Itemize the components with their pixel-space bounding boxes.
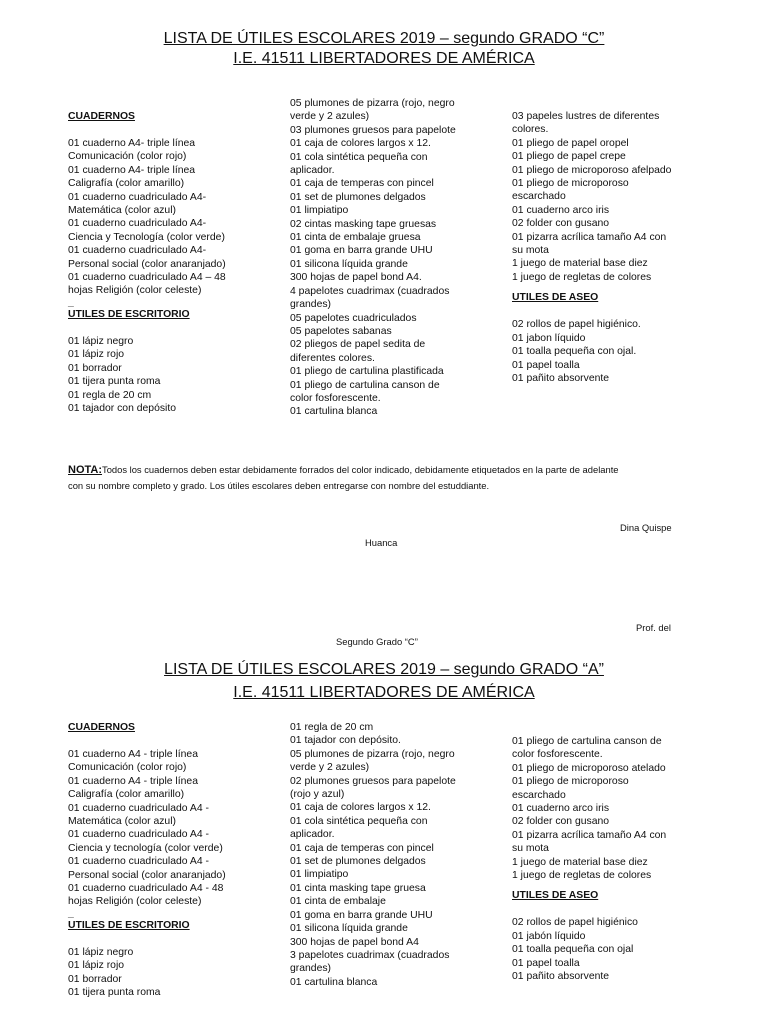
list-item: 01 borrador — [68, 362, 122, 374]
signature-role-2: Segundo Grado “C” — [336, 636, 418, 647]
list-item: 01 cuaderno arco iris — [512, 803, 610, 815]
list-item: 01 cola sintética pequeña con — [290, 151, 428, 163]
list-item: Personal social (color anaranjado) — [68, 869, 226, 881]
list-item: 01 cinta de embalaje gruesa — [290, 232, 421, 244]
list-a-school: I.E. 41511 LIBERTADORES DE AMÉRICA — [233, 684, 535, 701]
list-item: 01 jabon líquido — [512, 332, 586, 344]
list-item: 300 hojas de papel bond A4 — [290, 936, 419, 948]
list-item: color fosforescente. — [290, 392, 381, 404]
list-item: verde y 2 azules) — [290, 111, 370, 123]
list-item: su mota — [512, 843, 549, 855]
list-item: 01 tijera punta roma — [68, 987, 161, 999]
list-item: 01 regla de 20 cm — [290, 722, 374, 733]
list-item: 01 cartulina blanca — [290, 406, 378, 418]
list-item: 01 pliego de microporoso — [512, 178, 629, 190]
list-item: 01 goma en barra grande UHU — [290, 245, 433, 257]
materials-list — [290, 721, 456, 989]
list-item: 01 set de plumones delgados — [290, 191, 426, 203]
list-item: 01 pliego de cartulina canson de — [512, 736, 662, 747]
list-item: 05 papelotes cuadriculados — [290, 312, 417, 324]
list-item: grandes) — [290, 299, 332, 311]
list-item: Comunicación (color rojo) — [68, 762, 187, 774]
list-item: 01 cuaderno arco iris — [512, 204, 610, 216]
list-item: 1 juego de material base diez — [512, 258, 648, 270]
list-item: 01 cuaderno A4 - triple línea — [68, 775, 198, 787]
list-item: 02 rollos de papel higiénico — [512, 917, 638, 929]
list-item: 01 papel toalla — [512, 957, 580, 969]
escritorio-list — [68, 946, 226, 1000]
list-item: 01 cuaderno A4 - triple línea — [68, 749, 198, 760]
aseo-heading: UTILES DE ASEO — [512, 292, 599, 304]
list-item: 01 lápiz rojo — [68, 349, 125, 361]
list-item: 01 lápiz rojo — [68, 960, 125, 972]
list-item: 300 hojas de papel bond A4. — [290, 272, 422, 284]
list-item: 01 pliego de microporoso afelpado — [512, 164, 672, 176]
cuadernos-list — [68, 137, 226, 298]
list-item: aplicador. — [290, 829, 335, 841]
list-c-column-1 — [68, 110, 226, 415]
list-item: diferentes colores. — [290, 352, 375, 364]
list-item: 01 cuaderno cuadriculado A4- — [68, 191, 207, 203]
list-item: aplicador. — [290, 165, 335, 177]
list-item: 02 plumones gruesos para papelote — [290, 775, 456, 787]
list-item: Ciencia y Tecnología (color verde) — [68, 231, 225, 243]
list-item: colores. — [512, 124, 549, 136]
list-item: 03 plumones gruesos para papelote — [290, 124, 456, 136]
list-item: 1 juego de material base diez — [512, 856, 648, 868]
list-item: 01 pizarra acrílica tamaño A4 con — [512, 231, 667, 243]
list-item: 01 silicona líquida grande — [290, 258, 408, 270]
list-item: 01 cuaderno cuadriculado A4 - 48 — [68, 883, 224, 895]
list-item: 01 goma en barra grande UHU — [290, 909, 433, 921]
note-text-1: Todos los cuadernos deben estar debidamente forrados del color indicado, debidamente etiquetados en la parte de adelante — [102, 464, 619, 475]
list-item: 01 cinta masking tape gruesa — [290, 882, 426, 894]
list-item: 01 toalla pequeña con ojal — [512, 944, 634, 956]
list-a-column-3 — [512, 735, 666, 984]
materials-list-2 — [512, 110, 671, 284]
list-item: 01 pliego de microporoso atelado — [512, 762, 666, 774]
list-item: 01 cartulina blanca — [290, 976, 378, 988]
list-item: 02 folder con gusano — [512, 816, 610, 828]
list-item: (rojo y azul) — [290, 789, 345, 801]
list-a-column-2 — [290, 721, 456, 989]
list-item: 3 papelotes cuadrimax (cuadrados — [290, 949, 450, 961]
list-item: 01 pliego de papel crepe — [512, 151, 626, 163]
list-item: 01 caja de colores largos x 12. — [290, 138, 431, 150]
list-item: Personal social (color anaranjado) — [68, 258, 226, 270]
list-item: hojas Religión (color celeste) — [68, 285, 202, 297]
list-item: 01 limpiatipo — [290, 205, 349, 217]
list-item: 4 papelotes cuadrimax (cuadrados — [290, 285, 450, 297]
list-item: 01 caja de colores largos x 12. — [290, 802, 431, 814]
list-item: verde y 2 azules) — [290, 762, 370, 774]
list-item: 02 pliegos de papel sedita de — [290, 339, 426, 351]
list-item: 01 lápiz negro — [68, 335, 134, 347]
cuadernos-heading: CUADERNOS — [68, 722, 135, 733]
list-item: 01 cola sintética pequeña con — [290, 815, 428, 827]
list-item: 01 pliego de cartulina canson de — [290, 379, 440, 391]
list-item: 01 pañito absorvente — [512, 372, 610, 384]
list-item: 1 juego de regletas de colores — [512, 271, 652, 283]
list-item: Caligrafía (color amarillo) — [68, 178, 185, 190]
list-item: Comunicación (color rojo) — [68, 151, 187, 163]
escritorio-heading: UTILES DE ESCRITORIO — [68, 308, 190, 320]
signature-name-1: Dina Quispe — [620, 522, 672, 533]
list-item: Matemática (color azul) — [68, 816, 176, 828]
list-item: escarchado — [512, 191, 566, 203]
escritorio-list — [68, 335, 226, 415]
list-item: 01 limpiatipo — [290, 869, 349, 881]
escritorio-heading: UTILES DE ESCRITORIO — [68, 919, 190, 931]
aseo-list — [512, 916, 666, 983]
list-item: 05 plumones de pizarra (rojo, negro — [290, 748, 455, 760]
list-item: 01 cuaderno cuadriculado A4 - — [68, 829, 209, 841]
list-item: escarchado — [512, 789, 566, 801]
list-item: 1 juego de regletas de colores — [512, 870, 652, 882]
list-item: 01 cuaderno cuadriculado A4 - — [68, 802, 209, 814]
list-item: 01 lápiz negro — [68, 946, 134, 958]
list-item: color fosforescente. — [512, 749, 603, 761]
list-item: 01 set de plumones delgados — [290, 856, 426, 868]
list-item: 01 papel toalla — [512, 359, 580, 371]
list-item: su mota — [512, 245, 549, 257]
list-item: 01 cuaderno cuadriculado A4- — [68, 245, 207, 257]
list-item: 03 papeles lustres de diferentes — [512, 111, 660, 122]
list-item: 01 regla de 20 cm — [68, 389, 152, 401]
list-item: 01 tajador con depósito — [68, 402, 177, 414]
signature-role-1: Prof. del — [636, 622, 671, 633]
list-item: 01 pizarra acrílica tamaño A4 con — [512, 829, 667, 841]
list-a-title: LISTA DE ÚTILES ESCOLARES 2019 – segundo GRADO “A” — [164, 661, 604, 678]
list-item: 02 cintas masking tape gruesas — [290, 218, 437, 230]
list-item: 02 rollos de papel higiénico. — [512, 319, 641, 331]
list-item: 01 pañito absorvente — [512, 971, 610, 983]
signature-name-2: Huanca — [365, 537, 398, 548]
dash-mark: _ — [68, 907, 74, 919]
list-item: Ciencia y tecnología (color verde) — [68, 842, 223, 854]
list-c-title: LISTA DE ÚTILES ESCOLARES 2019 – segundo GRADO “C” — [163, 30, 605, 47]
list-item: 01 cuaderno cuadriculado A4 – 48 — [68, 272, 226, 284]
aseo-list — [512, 318, 671, 385]
list-c-column-2 — [290, 97, 456, 419]
note-label: NOTA: — [68, 464, 103, 476]
aseo-heading: UTILES DE ASEO — [512, 890, 599, 902]
list-item: 01 pliego de papel oropel — [512, 137, 629, 149]
list-item: 01 cuaderno A4- triple línea — [68, 164, 196, 176]
list-item: 01 cuaderno A4- triple línea — [68, 138, 196, 149]
cuadernos-list — [68, 748, 226, 909]
list-item: 01 caja de temperas con pincel — [290, 178, 434, 190]
cuadernos-heading: CUADERNOS — [68, 111, 135, 122]
list-a-column-1 — [68, 721, 226, 1000]
list-item: 01 cuaderno cuadriculado A4- — [68, 218, 207, 230]
list-item: 01 cinta de embalaje — [290, 896, 386, 908]
materials-list — [290, 97, 456, 419]
list-item: 01 silicona líquida grande — [290, 923, 408, 935]
list-item: 01 pliego de cartulina plastificada — [290, 366, 444, 378]
list-c-column-3 — [512, 110, 671, 385]
list-item: 01 toalla pequeña con ojal. — [512, 346, 637, 358]
list-item: Matemática (color azul) — [68, 205, 176, 217]
list-item: 05 papelotes sabanas — [290, 325, 392, 337]
list-item: 05 plumones de pizarra (rojo, negro — [290, 98, 455, 109]
note-text-2: con su nombre completo y grado. Los útiles escolares deben entregarse con nombre del estuddiante. — [68, 480, 490, 491]
materials-list-2 — [512, 735, 666, 882]
list-item: hojas Religión (color celeste) — [68, 896, 202, 908]
list-item: 01 jabón líquido — [512, 930, 586, 942]
list-item: 01 tijera punta roma — [68, 376, 161, 388]
dash-mark: _ — [68, 296, 74, 308]
note — [68, 462, 619, 494]
list-c-school: I.E. 41511 LIBERTADORES DE AMÉRICA — [233, 50, 535, 67]
list-item: Caligrafía (color amarillo) — [68, 789, 185, 801]
list-item: 01 tajador con depósito. — [290, 735, 401, 747]
list-item: 01 borrador — [68, 973, 122, 985]
list-item: grandes) — [290, 963, 332, 975]
list-item: 01 pliego de microporoso — [512, 776, 629, 788]
list-item: 01 cuaderno cuadriculado A4 - — [68, 856, 209, 868]
list-item: 02 folder con gusano — [512, 218, 610, 230]
list-item: 01 caja de temperas con pincel — [290, 842, 434, 854]
